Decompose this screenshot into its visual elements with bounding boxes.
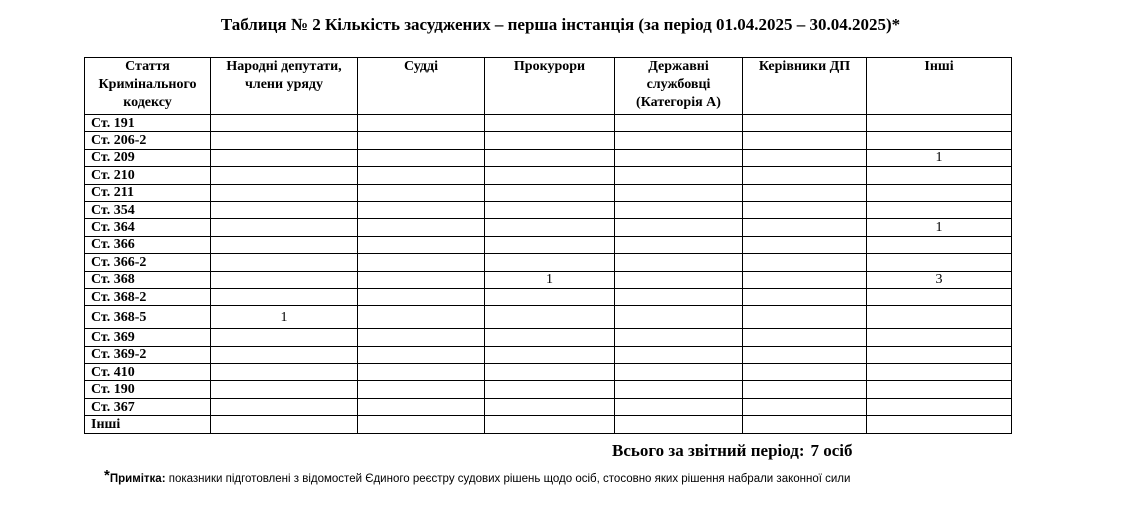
value-cell bbox=[615, 398, 743, 415]
article-cell: Ст. 211 bbox=[85, 184, 211, 201]
value-cell bbox=[615, 236, 743, 253]
table-row bbox=[85, 132, 1012, 149]
article-cell: Ст. 191 bbox=[85, 115, 211, 132]
value-cell bbox=[743, 254, 867, 271]
value-cell bbox=[358, 236, 485, 253]
total-summary bbox=[612, 441, 853, 461]
value-cell bbox=[211, 115, 358, 132]
value-cell bbox=[211, 167, 358, 184]
value-cell bbox=[485, 132, 615, 149]
value-cell bbox=[743, 115, 867, 132]
value-cell bbox=[358, 184, 485, 201]
value-cell bbox=[485, 254, 615, 271]
value-cell bbox=[211, 149, 358, 166]
value-cell bbox=[743, 364, 867, 381]
value-cell bbox=[743, 398, 867, 415]
column-header-soe-heads: Керівники ДП bbox=[743, 58, 867, 115]
value-cell bbox=[615, 184, 743, 201]
value-cell bbox=[485, 364, 615, 381]
value-cell bbox=[211, 329, 358, 346]
value-cell bbox=[867, 398, 1012, 415]
value-cell bbox=[358, 271, 485, 288]
table-row bbox=[85, 288, 1012, 305]
value-cell bbox=[867, 416, 1012, 433]
table-row bbox=[85, 329, 1012, 346]
footnote-asterisk: * bbox=[104, 467, 110, 484]
table-row bbox=[85, 201, 1012, 218]
table-row bbox=[85, 381, 1012, 398]
value-cell bbox=[358, 306, 485, 329]
table-header-row bbox=[85, 58, 1012, 115]
table-row bbox=[85, 219, 1012, 236]
table-row bbox=[85, 167, 1012, 184]
value-cell bbox=[485, 288, 615, 305]
table-row bbox=[85, 398, 1012, 415]
value-cell bbox=[867, 184, 1012, 201]
value-cell bbox=[615, 306, 743, 329]
value-cell bbox=[358, 398, 485, 415]
value-cell bbox=[485, 346, 615, 363]
value-cell bbox=[615, 115, 743, 132]
column-header-mps: Народні депутати, члени уряду bbox=[211, 58, 358, 115]
article-cell: Ст. 369 bbox=[85, 329, 211, 346]
value-cell bbox=[615, 271, 743, 288]
value-cell bbox=[211, 346, 358, 363]
value-cell bbox=[743, 236, 867, 253]
article-cell: Ст. 190 bbox=[85, 381, 211, 398]
table-row bbox=[85, 236, 1012, 253]
value-cell bbox=[615, 219, 743, 236]
article-cell: Ст. 354 bbox=[85, 201, 211, 218]
value-cell bbox=[485, 381, 615, 398]
article-cell: Ст. 369-2 bbox=[85, 346, 211, 363]
value-cell bbox=[743, 201, 867, 218]
article-cell: Ст. 368-2 bbox=[85, 288, 211, 305]
article-cell: Ст. 368 bbox=[85, 271, 211, 288]
column-header-prosecutors: Прокурори bbox=[485, 58, 615, 115]
value-cell bbox=[615, 329, 743, 346]
table-row bbox=[85, 306, 1012, 329]
value-cell bbox=[743, 167, 867, 184]
total-label: Всього за звітний період: bbox=[612, 441, 805, 460]
value-cell bbox=[211, 132, 358, 149]
article-cell: Ст. 366 bbox=[85, 236, 211, 253]
value-cell bbox=[867, 115, 1012, 132]
value-cell bbox=[615, 167, 743, 184]
article-cell: Ст. 206-2 bbox=[85, 132, 211, 149]
value-cell bbox=[867, 288, 1012, 305]
footnote bbox=[104, 467, 850, 485]
table-row bbox=[85, 346, 1012, 363]
convictions-table bbox=[84, 57, 1012, 434]
article-cell: Ст. 368-5 bbox=[85, 306, 211, 329]
article-cell: Ст. 364 bbox=[85, 219, 211, 236]
value-cell bbox=[615, 364, 743, 381]
value-cell bbox=[211, 288, 358, 305]
value-cell: 1 bbox=[867, 219, 1012, 236]
value-cell bbox=[485, 149, 615, 166]
value-cell bbox=[743, 329, 867, 346]
value-cell bbox=[615, 149, 743, 166]
value-cell bbox=[358, 149, 485, 166]
value-cell bbox=[485, 306, 615, 329]
value-cell bbox=[485, 219, 615, 236]
value-cell bbox=[867, 254, 1012, 271]
table-row bbox=[85, 149, 1012, 166]
total-value: 7 осіб bbox=[810, 441, 853, 460]
value-cell: 3 bbox=[867, 271, 1012, 288]
value-cell bbox=[211, 219, 358, 236]
value-cell bbox=[211, 364, 358, 381]
value-cell bbox=[615, 201, 743, 218]
value-cell bbox=[867, 201, 1012, 218]
article-cell: Ст. 209 bbox=[85, 149, 211, 166]
value-cell bbox=[358, 167, 485, 184]
page-title: Таблиця № 2 Кількість засуджених – перша інстанція (за період 01.04.2025 – 30.04.2025)* bbox=[220, 15, 901, 34]
column-header-others: Інші bbox=[867, 58, 1012, 115]
value-cell bbox=[358, 254, 485, 271]
value-cell bbox=[485, 201, 615, 218]
value-cell bbox=[867, 346, 1012, 363]
value-cell bbox=[615, 288, 743, 305]
value-cell bbox=[743, 306, 867, 329]
value-cell bbox=[358, 219, 485, 236]
value-cell bbox=[211, 381, 358, 398]
value-cell bbox=[743, 416, 867, 433]
value-cell bbox=[485, 167, 615, 184]
value-cell bbox=[743, 184, 867, 201]
value-cell bbox=[867, 167, 1012, 184]
value-cell bbox=[485, 184, 615, 201]
column-header-civil-servants: Державні службовці (Категорія А) bbox=[615, 58, 743, 115]
value-cell bbox=[743, 132, 867, 149]
value-cell bbox=[743, 219, 867, 236]
article-cell: Ст. 210 bbox=[85, 167, 211, 184]
article-cell: Ст. 367 bbox=[85, 398, 211, 415]
value-cell bbox=[211, 271, 358, 288]
value-cell bbox=[743, 271, 867, 288]
table-row bbox=[85, 271, 1012, 288]
column-header-judges: Судді bbox=[358, 58, 485, 115]
value-cell bbox=[358, 288, 485, 305]
value-cell bbox=[485, 115, 615, 132]
value-cell: 1 bbox=[211, 306, 358, 329]
value-cell bbox=[485, 329, 615, 346]
value-cell bbox=[743, 149, 867, 166]
value-cell bbox=[867, 132, 1012, 149]
value-cell bbox=[615, 416, 743, 433]
value-cell bbox=[358, 416, 485, 433]
article-cell: Ст. 366-2 bbox=[85, 254, 211, 271]
table-row bbox=[85, 184, 1012, 201]
value-cell bbox=[867, 329, 1012, 346]
article-cell: Інші bbox=[85, 416, 211, 433]
value-cell bbox=[867, 381, 1012, 398]
value-cell bbox=[211, 236, 358, 253]
value-cell bbox=[743, 288, 867, 305]
footnote-text: показники підготовлені з відомостей Єдиного реєстру судових рішень щодо осіб, стосовно яких рішення набрали законної сили bbox=[165, 473, 851, 485]
table-row bbox=[85, 364, 1012, 381]
column-header-article: Стаття Кримінального кодексу bbox=[85, 58, 211, 115]
value-cell bbox=[211, 201, 358, 218]
table-row bbox=[85, 115, 1012, 132]
table-row bbox=[85, 416, 1012, 433]
value-cell bbox=[743, 381, 867, 398]
value-cell bbox=[211, 398, 358, 415]
value-cell bbox=[615, 381, 743, 398]
value-cell bbox=[867, 306, 1012, 329]
value-cell bbox=[485, 398, 615, 415]
value-cell bbox=[615, 132, 743, 149]
value-cell: 1 bbox=[867, 149, 1012, 166]
value-cell bbox=[867, 364, 1012, 381]
value-cell bbox=[615, 254, 743, 271]
value-cell bbox=[615, 346, 743, 363]
value-cell bbox=[358, 115, 485, 132]
value-cell bbox=[211, 416, 358, 433]
value-cell bbox=[485, 236, 615, 253]
value-cell bbox=[358, 381, 485, 398]
table-body bbox=[85, 115, 1012, 434]
value-cell: 1 bbox=[485, 271, 615, 288]
value-cell bbox=[358, 132, 485, 149]
value-cell bbox=[358, 329, 485, 346]
value-cell bbox=[867, 236, 1012, 253]
value-cell bbox=[485, 416, 615, 433]
table-row bbox=[85, 254, 1012, 271]
value-cell bbox=[211, 184, 358, 201]
value-cell bbox=[358, 364, 485, 381]
footnote-label: Примітка: bbox=[109, 473, 166, 485]
value-cell bbox=[211, 254, 358, 271]
article-cell: Ст. 410 bbox=[85, 364, 211, 381]
value-cell bbox=[358, 346, 485, 363]
value-cell bbox=[743, 346, 867, 363]
value-cell bbox=[358, 201, 485, 218]
